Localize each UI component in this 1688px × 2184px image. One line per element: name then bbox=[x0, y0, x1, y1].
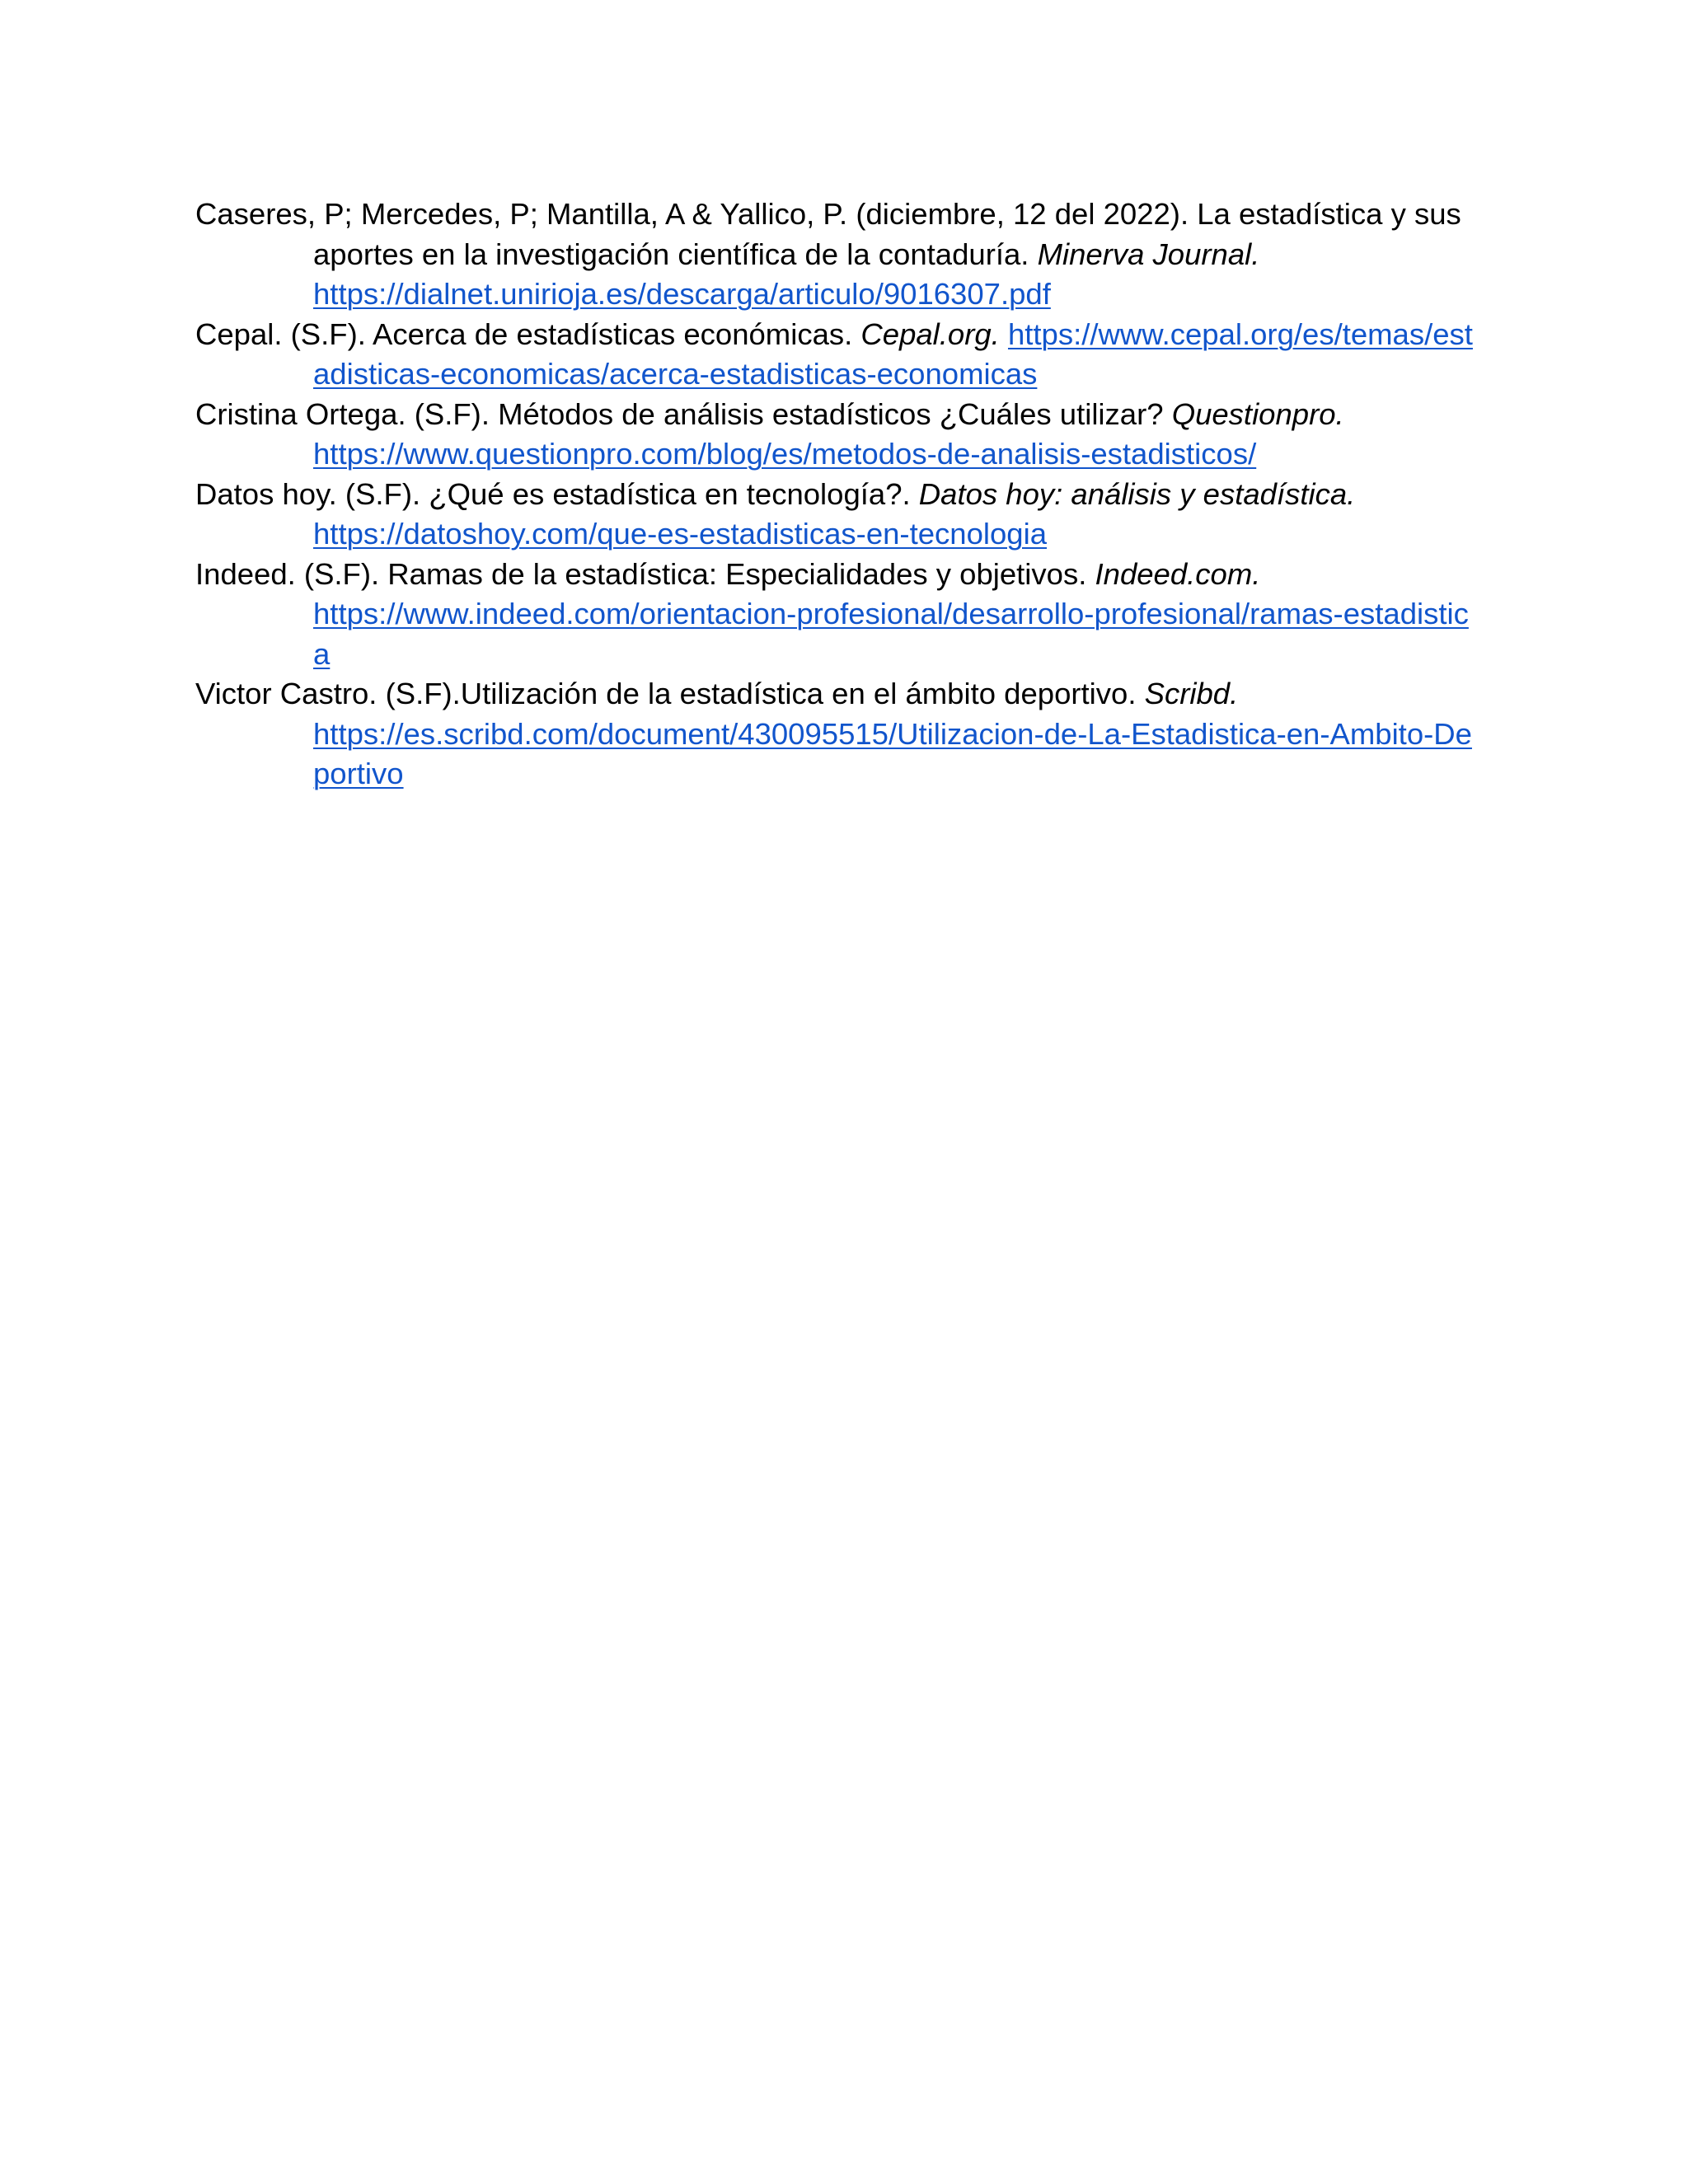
reference-text: Indeed. (S.F). Ramas de la estadística: Especialidades y objetivos. bbox=[195, 556, 1095, 591]
reference-text: Cristina Ortega. (S.F). Métodos de análisis estadísticos ¿Cuáles utilizar? bbox=[195, 396, 1172, 431]
reference-entry bbox=[195, 674, 1485, 794]
reference-text: Caseres, P; Mercedes, P; Mantilla, A & Yallico, P. (diciembre, 12 del 2022). La estadística y sus aportes en la investigación científica de la contaduría. bbox=[195, 197, 1461, 271]
reference-link[interactable]: https://dialnet.unirioja.es/descarga/articulo/9016307.pdf bbox=[313, 277, 1051, 311]
reference-link[interactable]: https://es.scribd.com/document/430095515/Utilizacion-de-La-Estadistica-en-Ambito-Deportivo bbox=[313, 716, 1472, 790]
reference-entry bbox=[195, 475, 1485, 555]
reference-link[interactable]: https://datoshoy.com/que-es-estadisticas-en-tecnologia bbox=[313, 517, 1047, 551]
reference-source: Cepal.org. bbox=[860, 316, 1000, 351]
reference-list bbox=[195, 194, 1485, 794]
reference-text: Datos hoy. (S.F). ¿Qué es estadística en tecnología?. bbox=[195, 476, 919, 511]
reference-source: Minerva Journal. bbox=[1037, 237, 1260, 271]
reference-source: Datos hoy: análisis y estadística. bbox=[918, 476, 1356, 511]
reference-text: Victor Castro. (S.F).Utilización de la estadística en el ámbito deportivo. bbox=[195, 677, 1145, 710]
reference-text: Cepal. (S.F). Acerca de estadísticas económicas. bbox=[195, 316, 861, 351]
reference-link[interactable]: https://www.cepal.org/es/temas/estadisticas-economicas/acerca-estadisticas-economicas bbox=[313, 316, 1473, 391]
reference-link[interactable]: https://www.indeed.com/orientacion-profesional/desarrollo-profesional/ramas-estadistica bbox=[313, 597, 1469, 671]
reference-entry bbox=[195, 395, 1485, 475]
reference-entry bbox=[195, 194, 1485, 315]
reference-source: Scribd. bbox=[1144, 677, 1239, 710]
reference-entry bbox=[195, 315, 1485, 395]
reference-entry bbox=[195, 555, 1485, 675]
reference-source: Indeed.com. bbox=[1095, 556, 1261, 591]
reference-link[interactable]: https://www.questionpro.com/blog/es/metodos-de-analisis-estadisticos/ bbox=[313, 437, 1257, 471]
reference-source: Questionpro. bbox=[1171, 396, 1344, 431]
